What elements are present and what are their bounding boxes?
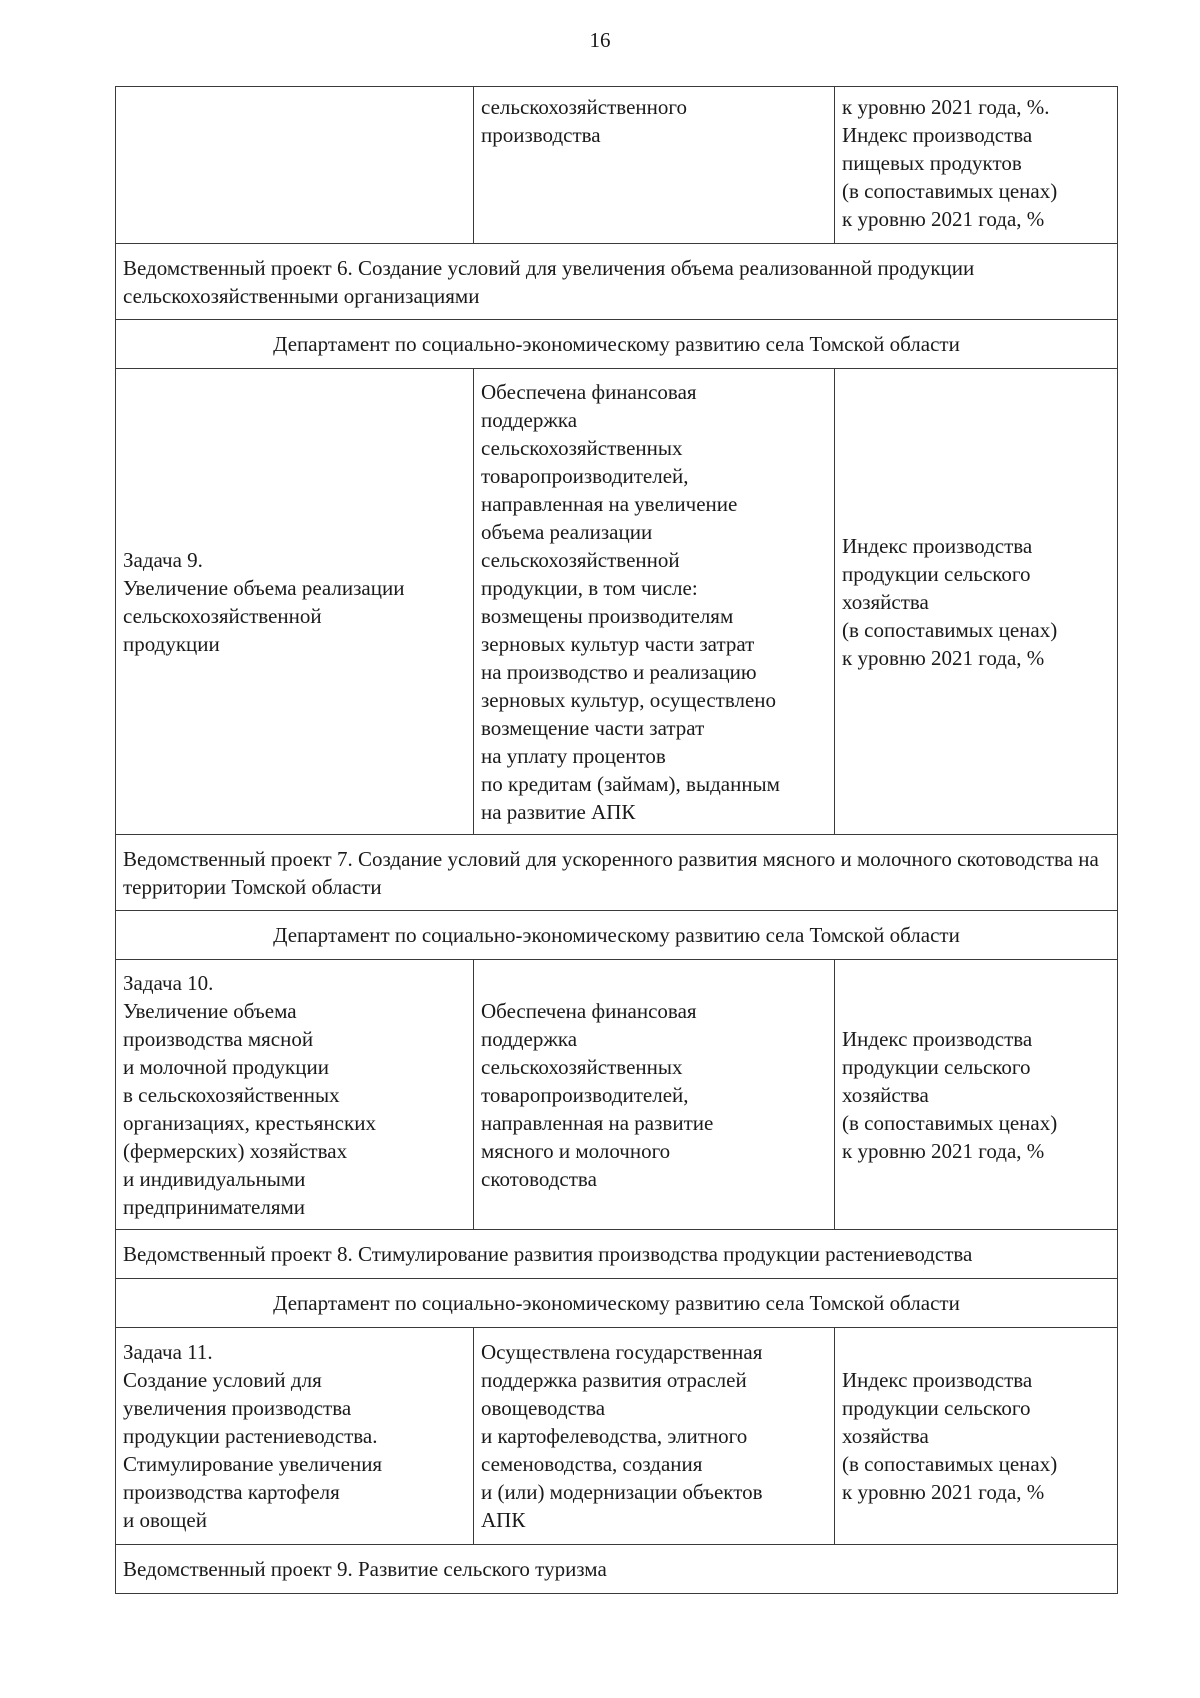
table-row [116,1279,1118,1328]
table-row [116,1230,1118,1279]
department-heading: Департамент по социально-экономическому развитию села Томской области [116,911,1118,960]
table-row [116,911,1118,960]
table-row [116,369,1118,835]
table-cell-task [116,87,474,244]
project-heading: Ведомственный проект 8. Стимулирование развития производства продукции растениеводства [116,1230,1118,1279]
table-cell-indicator: Индекс производства продукции сельского хозяйства (в сопоставимых ценах) к уровню 2021 года, % [835,960,1118,1230]
table-row [116,1545,1118,1594]
table-row [116,835,1118,911]
table-row [116,87,1118,244]
table-cell-indicator: Индекс производства продукции сельского хозяйства (в сопоставимых ценах) к уровню 2021 года, % [835,1328,1118,1545]
table-cell-task: Задача 9. Увеличение объема реализации сельскохозяйственной продукции [116,369,474,835]
table-cell-indicator: к уровню 2021 года, %. Индекс производства пищевых продуктов (в сопоставимых ценах) к уровню 2021 года, % [835,87,1118,244]
table-row [116,1328,1118,1545]
table-row [116,244,1118,320]
department-heading: Департамент по социально-экономическому развитию села Томской области [116,1279,1118,1328]
department-heading: Департамент по социально-экономическому развитию села Томской области [116,320,1118,369]
table-row [116,320,1118,369]
project-heading: Ведомственный проект 6. Создание условий для увеличения объема реализованной продукции сельскохозяйственными организациями [116,244,1118,320]
table-cell-result: Осуществлена государственная поддержка развития отраслей овощеводства и картофелеводства, элитного семеноводства, создания и (или) модернизации объектов АПК [474,1328,835,1545]
page-number: 16 [589,28,611,52]
table-cell-indicator: Индекс производства продукции сельского хозяйства (в сопоставимых ценах) к уровню 2021 года, % [835,369,1118,835]
table-cell-result: сельскохозяйственного производства [474,87,835,244]
table-row [116,960,1118,1230]
project-heading: Ведомственный проект 7. Создание условий для ускоренного развития мясного и молочного скотоводства на территории Томской области [116,835,1118,911]
table-cell-task: Задача 10. Увеличение объема производства мясной и молочной продукции в сельскохозяйственных организациях, крестьянских (фермерских) хозяйствах и индивидуальными предпринимателями [116,960,474,1230]
table-cell-task: Задача 11. Создание условий для увеличения производства продукции растениеводства. Стимулирование увеличения производства картофеля и овощей [116,1328,474,1545]
program-table [115,86,1118,1594]
table-cell-result: Обеспечена финансовая поддержка сельскохозяйственных товаропроизводителей, направленная на развитие мясного и молочного скотоводства [474,960,835,1230]
table-cell-result: Обеспечена финансовая поддержка сельскохозяйственных товаропроизводителей, направленная на увеличение объема реализации сельскохозяйственной продукции, в том числе: возмещены производителям зерновых культур части затрат на производство и реализацию зерновых культур, осуществлено возмещение части затрат на уплату процентов по кредитам (займам), выданным на развитие АПК [474,369,835,835]
project-heading: Ведомственный проект 9. Развитие сельского туризма [116,1545,1118,1594]
